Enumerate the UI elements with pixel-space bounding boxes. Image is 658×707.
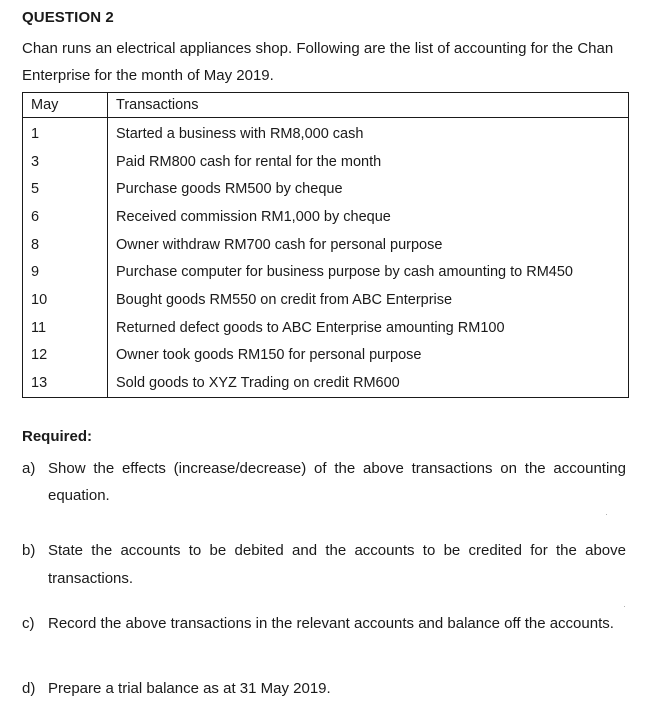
item-text: Record the above transactions in the relevant accounts and balance off the accounts. bbox=[48, 615, 614, 632]
row-transaction: Purchase goods RM500 by cheque bbox=[116, 181, 343, 198]
question-title: QUESTION 2 bbox=[22, 9, 114, 26]
table-row bbox=[23, 175, 629, 203]
row-transaction: Paid RM800 cash for rental for the month bbox=[116, 153, 382, 170]
row-day: 8 bbox=[23, 231, 108, 259]
required-heading: Required: bbox=[22, 428, 93, 445]
table-row bbox=[23, 369, 629, 397]
question-intro: Chan runs an electrical appliances shop. Following are the list of accounting for the Chan Enterprise for the month of May 2019. bbox=[22, 40, 614, 84]
row-transaction: Sold goods to XYZ Trading on credit RM600 bbox=[116, 375, 400, 392]
row-day: 5 bbox=[23, 175, 108, 203]
transactions-table bbox=[22, 92, 629, 398]
row-transaction: Received commission RM1,000 by cheque bbox=[116, 208, 391, 225]
row-day: 13 bbox=[23, 369, 108, 397]
row-transaction: Owner withdraw RM700 cash for personal purpose bbox=[116, 236, 443, 253]
required-item-d bbox=[22, 679, 626, 699]
item-letter: d) bbox=[22, 680, 36, 697]
item-text: Show the effects (increase/decrease) of the above transactions on the accounting equation. bbox=[48, 460, 626, 504]
row-day: 1 bbox=[23, 118, 108, 148]
header-transactions: Transactions bbox=[108, 93, 629, 118]
item-letter: b) bbox=[22, 542, 36, 559]
item-text: Prepare a trial balance as at 31 May 2019. bbox=[48, 680, 331, 697]
table-row bbox=[23, 231, 629, 259]
row-transaction: Owner took goods RM150 for personal purpose bbox=[116, 347, 422, 364]
item-letter: c) bbox=[22, 615, 35, 632]
row-day: 12 bbox=[23, 342, 108, 370]
row-day: 10 bbox=[23, 286, 108, 314]
table-row bbox=[23, 342, 629, 370]
row-day: 9 bbox=[23, 258, 108, 286]
required-item-a bbox=[22, 455, 626, 509]
table-row bbox=[23, 118, 629, 148]
row-day: 3 bbox=[23, 148, 108, 176]
row-day: 11 bbox=[23, 314, 108, 342]
row-day: 6 bbox=[23, 203, 108, 231]
required-item-b bbox=[22, 537, 626, 593]
scan-speck bbox=[606, 514, 607, 515]
header-month: May bbox=[23, 93, 108, 118]
item-text: State the accounts to be debited and the accounts to be credited for the above transactions. bbox=[48, 542, 626, 587]
item-letter: a) bbox=[22, 460, 36, 477]
table-row bbox=[23, 203, 629, 231]
row-transaction: Bought goods RM550 on credit from ABC Enterprise bbox=[116, 291, 453, 308]
row-transaction: Started a business with RM8,000 cash bbox=[116, 125, 364, 142]
table-row bbox=[23, 286, 629, 314]
row-transaction: Purchase computer for business purpose by cash amounting to RM450 bbox=[116, 264, 573, 281]
scan-speck bbox=[624, 606, 625, 607]
row-transaction: Returned defect goods to ABC Enterprise amounting RM100 bbox=[116, 319, 505, 336]
table-row bbox=[23, 314, 629, 342]
table-row bbox=[23, 258, 629, 286]
table-row bbox=[23, 148, 629, 176]
required-item-c bbox=[22, 613, 626, 635]
table-header-row bbox=[23, 93, 629, 118]
